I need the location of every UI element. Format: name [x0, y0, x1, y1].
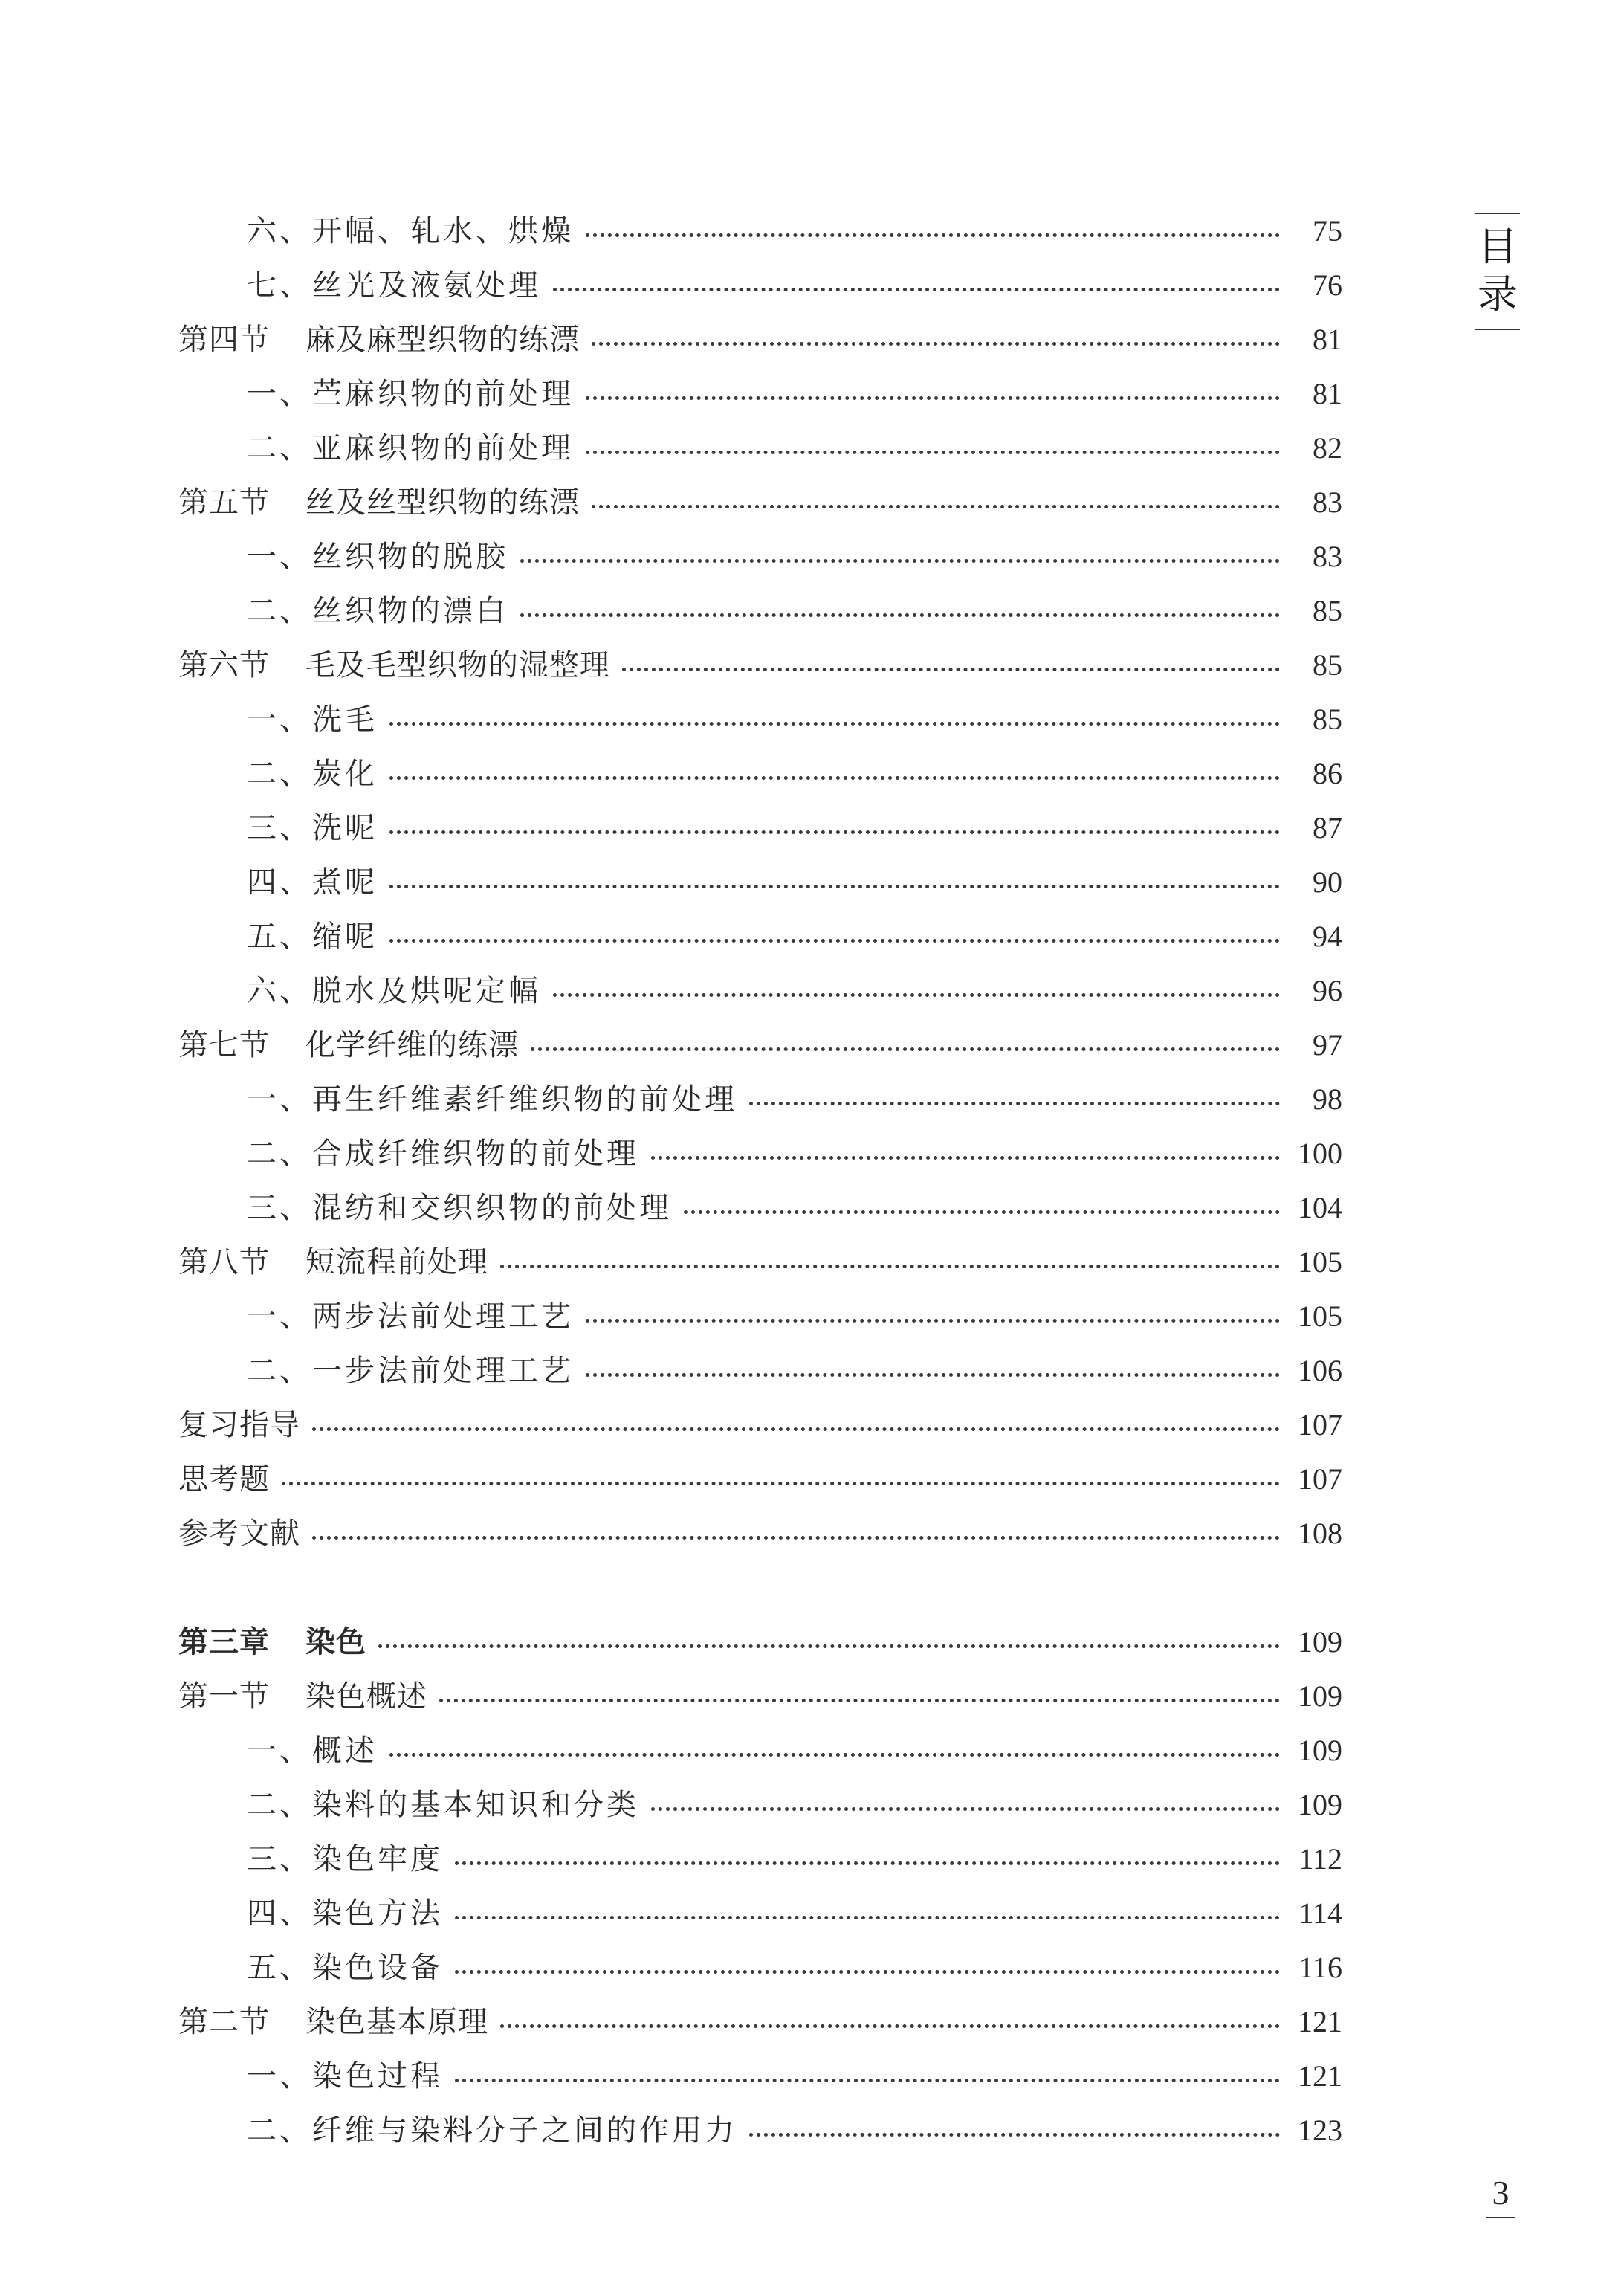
toc-dot-leader: [586, 421, 1280, 454]
toc-entry-label: [247, 865, 389, 900]
toc-page-number: 83: [1313, 539, 1342, 573]
toc-dot-leader: [651, 1777, 1280, 1811]
toc-dot-leader: [520, 584, 1280, 617]
toc-entry-title: 一、再生纤维素纤维织物的前处理: [247, 1082, 737, 1117]
toc-entry-prefix: 第四节: [178, 322, 270, 357]
toc-subsection-row[interactable]: [178, 1343, 1342, 1398]
toc-entry-title: 三、混纺和交织织物的前处理: [247, 1190, 672, 1225]
toc-entry-label: [247, 2058, 455, 2093]
toc-entry-title: 二、一步法前处理工艺: [247, 1353, 574, 1388]
toc-dot-leader: [312, 1506, 1280, 1540]
toc-entry-label: [178, 1516, 312, 1551]
toc-page-number: 109: [1298, 1679, 1342, 1713]
toc-page-number: 90: [1313, 865, 1342, 899]
toc-dot-leader: [592, 475, 1280, 508]
toc-entry-label: [247, 1733, 389, 1768]
toc-entry-title: 一、两步法前处理工艺: [247, 1299, 574, 1334]
toc-dot-leader: [586, 204, 1280, 237]
toc-page-number: 114: [1298, 1896, 1342, 1930]
toc-subsection-row[interactable]: [178, 258, 1342, 312]
toc-subsection-row[interactable]: [178, 1289, 1342, 1343]
toc-dot-leader: [389, 801, 1280, 834]
toc-dot-leader: [389, 1723, 1280, 1757]
toc-entry-title: 一、概述: [247, 1733, 378, 1768]
toc-subsection-row[interactable]: [178, 746, 1342, 801]
toc-subsection-row[interactable]: [178, 529, 1342, 584]
toc-entry-label: [247, 1136, 651, 1171]
toc-page-number: 109: [1298, 1787, 1342, 1821]
toc-entry-label: [178, 1624, 378, 1659]
toc-entry-label: [247, 919, 389, 954]
toc-page-number: 76: [1313, 268, 1342, 302]
toc-page-number: 107: [1298, 1462, 1342, 1496]
toc-entry-label: [178, 1462, 282, 1496]
toc-dot-leader: [455, 1832, 1280, 1865]
toc-subsection-row[interactable]: [178, 366, 1342, 421]
toc-page-number: 82: [1313, 430, 1342, 465]
toc-entry-title: 三、染色牢度: [247, 1841, 443, 1876]
toc-dot-leader: [389, 855, 1280, 888]
toc-entry-title: 二、亚麻织物的前处理: [247, 430, 574, 465]
toc-page-number: 107: [1298, 1407, 1342, 1441]
table-of-contents: [178, 204, 1342, 2157]
toc-entry-title: 四、煮呢: [247, 865, 378, 900]
toc-page-number: 108: [1298, 1516, 1342, 1550]
toc-dot-leader: [531, 1018, 1280, 1051]
toc-dot-leader: [389, 692, 1280, 726]
toc-subsection-row[interactable]: [178, 1126, 1342, 1181]
toc-dot-leader: [500, 1235, 1280, 1268]
toc-subsection-row[interactable]: [178, 1940, 1342, 1995]
toc-subsection-row[interactable]: [178, 421, 1342, 475]
toc-page-number: 96: [1313, 973, 1342, 1007]
toc-dot-leader: [439, 1669, 1280, 1702]
toc-dot-leader: [586, 1343, 1280, 1377]
toc-subsection-row[interactable]: [178, 1181, 1342, 1235]
toc-dot-leader: [389, 746, 1280, 780]
toc-entry-title: 化学纤维的练漂: [305, 1027, 519, 1062]
toc-entry-title: 三、洗呢: [247, 810, 378, 845]
toc-page-number: 85: [1313, 648, 1342, 682]
toc-entry-label: [178, 322, 592, 357]
toc-dot-leader: [622, 638, 1280, 671]
toc-dot-leader: [378, 1615, 1280, 1648]
toc-dot-leader: [651, 1126, 1280, 1160]
toc-entry-title: 丝及丝型织物的练漂: [305, 485, 580, 520]
toc-entry-title: 五、染色设备: [247, 1950, 443, 1985]
toc-entry-title: 二、合成纤维织物的前处理: [247, 1136, 639, 1171]
toc-dot-leader: [282, 1452, 1280, 1485]
toc-page-number: 94: [1313, 919, 1342, 953]
toc-page-number: 105: [1298, 1244, 1342, 1279]
toc-section-row[interactable]: [178, 1235, 1342, 1289]
toc-entry-label: [178, 485, 592, 520]
toc-entry-label: [178, 1679, 439, 1714]
toc-page-number: 121: [1298, 2058, 1342, 2093]
toc-entry-title: 思考题: [178, 1462, 270, 1496]
toc-subsection-row[interactable]: [178, 855, 1342, 909]
toc-subsection-row[interactable]: [178, 2049, 1342, 2103]
toc-entry-label: [247, 593, 520, 628]
toc-entry-label: [247, 973, 553, 1008]
toc-entry-title: 六、开幅、轧水、烘燥: [247, 213, 574, 248]
toc-subsection-row[interactable]: [178, 692, 1342, 746]
toc-entry-label: [247, 539, 520, 574]
toc-dot-leader: [586, 1289, 1280, 1323]
toc-entry-title: 染色概述: [305, 1679, 427, 1714]
toc-subsection-row[interactable]: [178, 1777, 1342, 1832]
toc-page-number: 85: [1313, 702, 1342, 736]
toc-dot-leader: [553, 963, 1280, 997]
toc-entry-prefix: 第三章: [178, 1624, 270, 1659]
toc-page-number: 109: [1298, 1733, 1342, 1767]
toc-section-row[interactable]: [178, 1506, 1342, 1560]
toc-entry-prefix: 第六节: [178, 648, 270, 682]
toc-entry-prefix: 第一节: [178, 1679, 270, 1714]
toc-entry-title: 六、脱水及烘呢定幅: [247, 973, 541, 1008]
toc-entry-label: [247, 1299, 586, 1334]
toc-entry-label: [247, 376, 586, 411]
toc-dot-leader: [749, 1072, 1280, 1105]
page-number-rule: [1486, 2217, 1515, 2218]
toc-section-row[interactable]: [178, 1398, 1342, 1452]
toc-entry-title: 一、苎麻织物的前处理: [247, 376, 574, 411]
toc-subsection-row[interactable]: [178, 204, 1342, 258]
toc-entry-label: [178, 2004, 500, 2039]
toc-page-number: 85: [1313, 593, 1342, 627]
toc-entry-label: [247, 1082, 749, 1117]
toc-entry-label: [247, 702, 389, 737]
toc-subsection-row[interactable]: [178, 963, 1342, 1018]
side-section-tab: [1475, 213, 1520, 330]
toc-entry-title: 二、纤维与染料分子之间的作用力: [247, 2113, 737, 2148]
toc-page-number: 109: [1298, 1624, 1342, 1659]
toc-entry-prefix: 第五节: [178, 485, 270, 520]
toc-entry-prefix: 第二节: [178, 2004, 270, 2039]
toc-entry-label: [247, 1353, 586, 1388]
toc-page-number: 97: [1313, 1027, 1342, 1062]
toc-page-number: 83: [1313, 485, 1342, 519]
toc-dot-leader: [500, 1995, 1280, 2028]
toc-entry-title: 染色: [305, 1624, 366, 1659]
toc-entry-title: 四、染色方法: [247, 1896, 443, 1931]
toc-entry-label: [178, 1407, 312, 1442]
toc-page-number: 121: [1298, 2004, 1342, 2038]
toc-entry-title: 复习指导: [178, 1407, 300, 1442]
toc-entry-title: 一、丝织物的脱胶: [247, 539, 508, 574]
toc-page-number: 81: [1313, 376, 1342, 410]
toc-entry-label: [247, 213, 586, 248]
toc-entry-label: [247, 756, 389, 791]
side-tab-label: 目录: [1478, 223, 1518, 317]
toc-entry-label: [247, 268, 553, 303]
toc-page-number: 112: [1298, 1841, 1342, 1876]
toc-section-row[interactable]: [178, 1995, 1342, 2049]
toc-page-number: 105: [1298, 1299, 1342, 1333]
toc-entry-label: [178, 650, 622, 680]
toc-dot-leader: [586, 366, 1280, 400]
toc-dot-leader: [592, 312, 1280, 346]
toc-page-number: 116: [1298, 1950, 1342, 1984]
toc-section-row[interactable]: [178, 1615, 1342, 1669]
toc-section-row[interactable]: [178, 1669, 1342, 1723]
toc-page-number: 98: [1313, 1082, 1342, 1116]
toc-entry-label: [247, 430, 586, 465]
toc-entry-title: 一、洗毛: [247, 702, 378, 737]
side-tab-bottom-rule: [1475, 329, 1520, 330]
toc-entry-label: [247, 1950, 455, 1985]
toc-dot-leader: [520, 529, 1280, 563]
toc-entry-title: 二、染料的基本知识和分类: [247, 1787, 639, 1822]
toc-entry-prefix: 第八节: [178, 1244, 270, 1279]
toc-entry-title: 麻及麻型织物的练漂: [305, 322, 580, 357]
toc-section-row[interactable]: [178, 312, 1342, 366]
toc-entry-title: 一、染色过程: [247, 2058, 443, 2093]
toc-subsection-row[interactable]: [178, 909, 1342, 963]
toc-page-number: 100: [1298, 1136, 1342, 1170]
toc-entry-label: [247, 1841, 455, 1876]
toc-entry-title: 五、缩呢: [247, 919, 378, 954]
toc-entry-title: 参考文献: [178, 1516, 300, 1551]
toc-entry-prefix: 第七节: [178, 1027, 270, 1062]
toc-dot-leader: [684, 1181, 1280, 1214]
toc-dot-leader: [455, 1886, 1280, 1919]
toc-dot-leader: [749, 2103, 1280, 2137]
toc-entry-label: [247, 1787, 651, 1822]
toc-section-row[interactable]: [178, 638, 1342, 692]
toc-subsection-row[interactable]: [178, 2103, 1342, 2157]
toc-subsection-row[interactable]: [178, 1832, 1342, 1886]
toc-page-number: 106: [1298, 1353, 1342, 1387]
toc-page-number: 75: [1313, 213, 1342, 248]
toc-page-number: 86: [1313, 756, 1342, 790]
toc-entry-label: [247, 810, 389, 845]
toc-entry-label: [247, 1190, 684, 1225]
toc-entry-label: [178, 1027, 531, 1062]
toc-entry-label: [247, 1896, 455, 1931]
toc-section-row[interactable]: [178, 1018, 1342, 1072]
toc-entry-title: 毛及毛型织物的湿整理: [305, 648, 610, 682]
toc-dot-leader: [455, 2049, 1280, 2082]
toc-dot-leader: [389, 909, 1280, 943]
toc-section-row[interactable]: [178, 475, 1342, 529]
toc-page-number: 104: [1298, 1190, 1342, 1224]
toc-subsection-row[interactable]: [178, 1072, 1342, 1126]
toc-dot-leader: [312, 1398, 1280, 1431]
toc-section-row[interactable]: [178, 1452, 1342, 1506]
toc-entry-title: 染色基本原理: [305, 2004, 488, 2039]
toc-entry-title: 二、炭化: [247, 756, 378, 791]
toc-dot-leader: [455, 1940, 1280, 1974]
toc-page-number: 87: [1313, 810, 1342, 845]
toc-subsection-row[interactable]: [178, 584, 1342, 638]
toc-subsection-row[interactable]: [178, 801, 1342, 855]
toc-entry-title: 七、丝光及液氨处理: [247, 268, 541, 303]
page-number-text: 3: [1492, 2174, 1510, 2212]
toc-page-number: 123: [1298, 2113, 1342, 2147]
page-number: [1482, 2172, 1519, 2218]
toc-entry-label: [247, 2113, 749, 2148]
toc-entry-title: 短流程前处理: [305, 1244, 488, 1279]
toc-subsection-row[interactable]: [178, 1886, 1342, 1940]
toc-dot-leader: [553, 258, 1280, 291]
toc-subsection-row[interactable]: [178, 1723, 1342, 1777]
toc-page-number: 81: [1313, 322, 1342, 356]
toc-entry-title: 二、丝织物的漂白: [247, 593, 508, 628]
toc-entry-label: [178, 1244, 500, 1279]
